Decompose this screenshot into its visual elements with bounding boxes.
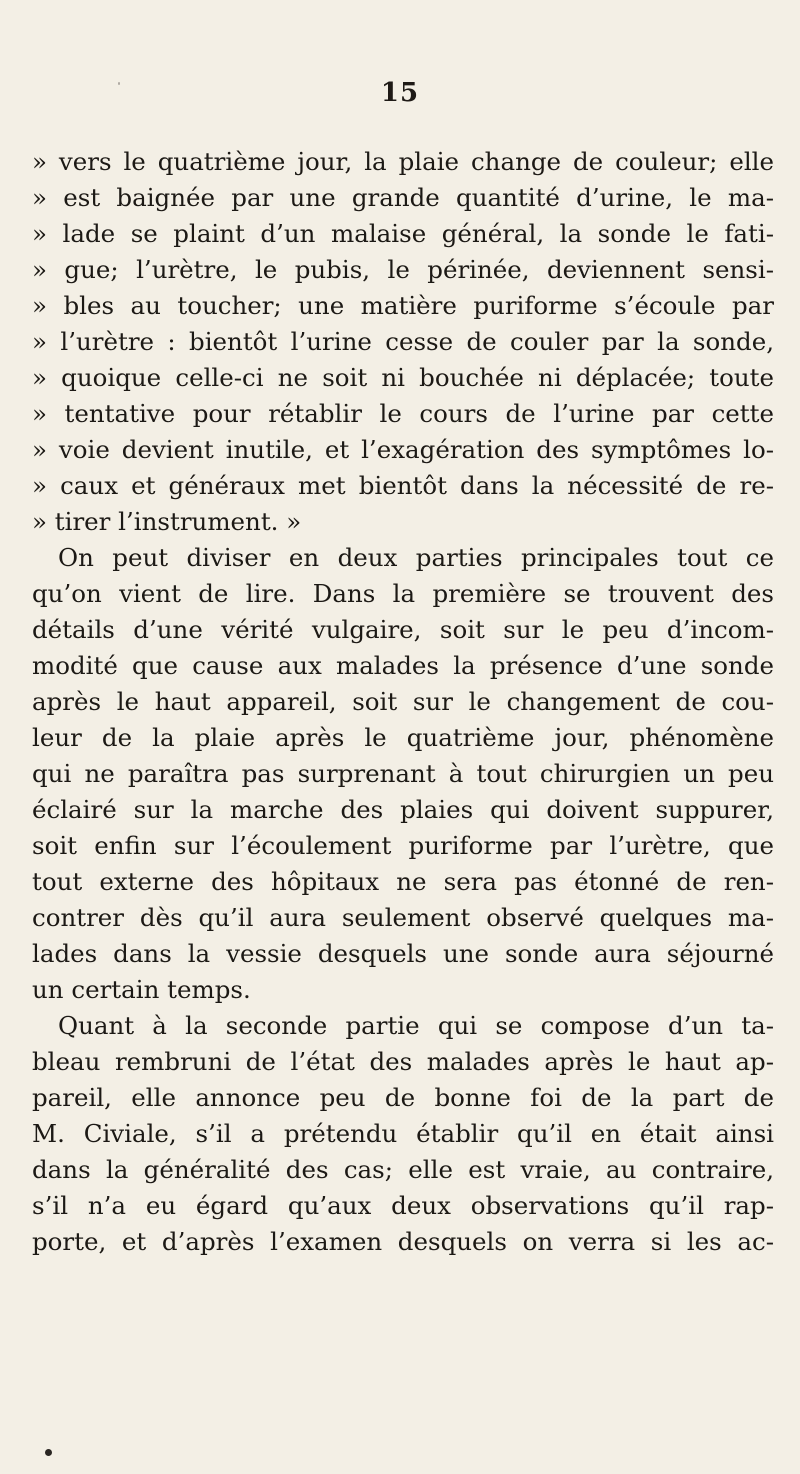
text-line: » tentative pour rétablir le cours de l’urine par cette xyxy=(32,399,774,428)
ink-speck xyxy=(45,1449,52,1456)
text-line: soit enfin sur l’écoulement puriforme par l’urètre, que xyxy=(32,831,774,860)
text-line: » l’urètre : bientôt l’urine cesse de couler par la sonde, xyxy=(32,327,774,356)
text-line: » tirer l’instrument. » xyxy=(32,507,302,536)
text-line: leur de la plaie après le quatrième jour, phénomène xyxy=(32,723,774,752)
text-line: après le haut appareil, soit sur le changement de cou- xyxy=(32,687,774,716)
text-line: bleau rembruni de l’état des malades après le haut ap- xyxy=(32,1047,774,1076)
text-line: lades dans la vessie desquels une sonde aura séjourné xyxy=(32,939,774,968)
text-line: M. Civiale, s’il a prétendu établir qu’il en était ainsi xyxy=(32,1119,774,1148)
text-line: » est baignée par une grande quantité d’urine, le ma- xyxy=(32,183,774,212)
text-line: contrer dès qu’il aura seulement observé quelques ma- xyxy=(32,903,774,932)
text-line: dans la généralité des cas; elle est vraie, au contraire, xyxy=(32,1155,774,1184)
text-line: un certain temps. xyxy=(32,975,251,1004)
text-line: » lade se plaint d’un malaise général, la sonde le fati- xyxy=(32,219,774,248)
text-line: » voie devient inutile, et l’exagération des symptômes lo- xyxy=(32,435,774,464)
text-line: » quoique celle-ci ne soit ni bouchée ni déplacée; toute xyxy=(32,363,774,392)
text-line: détails d’une vérité vulgaire, soit sur le peu d’incom- xyxy=(32,615,774,644)
text-line: » gue; l’urètre, le pubis, le périnée, deviennent sensi- xyxy=(32,255,774,284)
text-line: s’il n’a eu égard qu’aux deux observations qu’il rap- xyxy=(32,1191,774,1220)
ink-speck xyxy=(118,82,120,85)
text-line: » vers le quatrième jour, la plaie change de couleur; elle xyxy=(32,147,774,176)
paragraph-first-line: Quant à la seconde partie qui se compose d’un ta- xyxy=(58,1011,774,1040)
text-line: qu’on vient de lire. Dans la première se trouvent des xyxy=(32,579,774,608)
paragraph-first-line: On peut diviser en deux parties principales tout ce xyxy=(58,543,774,572)
text-line: » caux et généraux met bientôt dans la nécessité de re- xyxy=(32,471,774,500)
page-number: 15 xyxy=(380,78,420,108)
text-line: porte, et d’après l’examen desquels on verra si les ac- xyxy=(32,1227,774,1256)
text-line: pareil, elle annonce peu de bonne foi de la part de xyxy=(32,1083,774,1112)
text-line: modité que cause aux malades la présence d’une sonde xyxy=(32,651,774,680)
text-line: » bles au toucher; une matière puriforme s’écoule par xyxy=(32,291,774,320)
text-line: tout externe des hôpitaux ne sera pas étonné de ren- xyxy=(32,867,774,896)
text-line: qui ne paraîtra pas surprenant à tout chirurgien un peu xyxy=(32,759,774,788)
text-line: éclairé sur la marche des plaies qui doivent suppurer, xyxy=(32,795,774,824)
